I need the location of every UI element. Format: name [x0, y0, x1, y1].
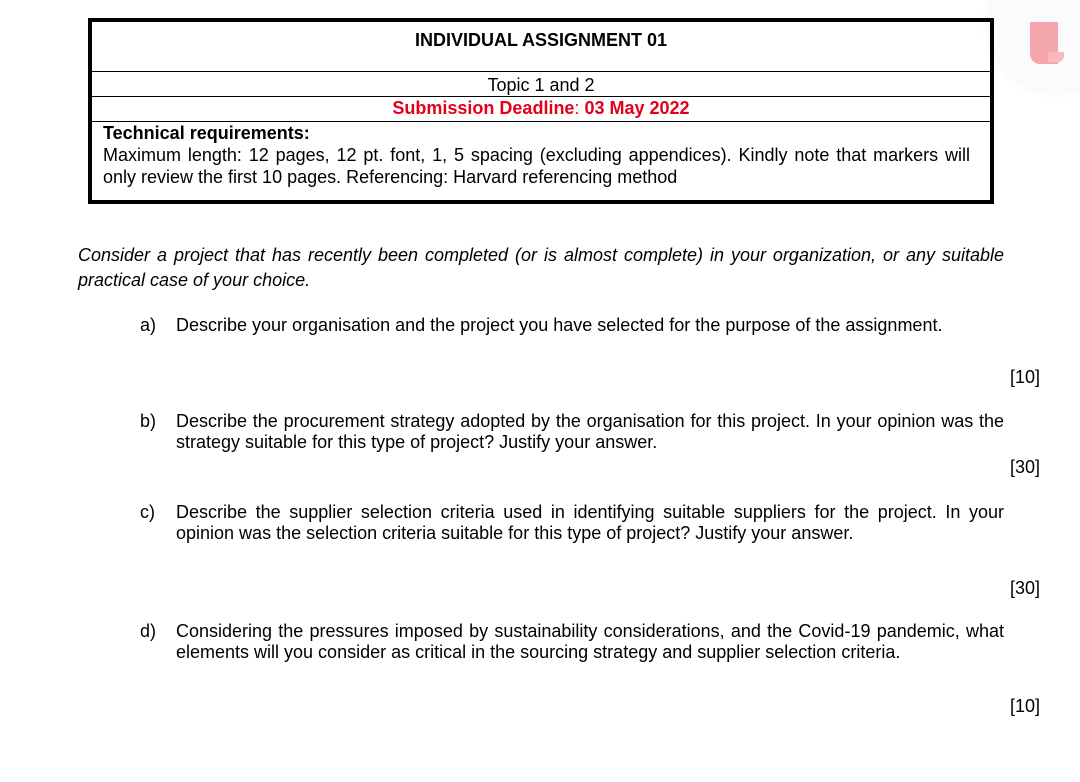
logo-mark-accent [1048, 52, 1064, 62]
question-text: Describe the procurement strategy adopted by the organisation for this project. In your opinion was the strategy suitable for this type of project? Justify your answer. [176, 411, 1004, 452]
question-letter: a) [140, 315, 157, 335]
question-b-marks: [30] [1009, 457, 1040, 477]
question-b [140, 411, 1004, 453]
question-c [140, 502, 1004, 544]
assignment-topic: Topic 1 and 2 [92, 72, 990, 97]
assignment-title: INDIVIDUAL ASSIGNMENT 01 [92, 22, 990, 72]
technical-requirements-heading: Technical requirements: [103, 123, 310, 143]
technical-requirements-text: Maximum length: 12 pages, 12 pt. font, 1, 5 spacing (excluding appendices). Kindly note that markers will only review the first 10 pages. Referencing: Harvard referencing method [103, 145, 970, 187]
question-letter: d) [140, 621, 157, 641]
question-d-marks: [10] [1009, 696, 1040, 716]
technical-requirements [103, 122, 970, 188]
question-letter: b) [140, 411, 157, 431]
question-text: Describe your organisation and the project you have selected for the purpose of the assignment. [176, 315, 943, 335]
assignment-header-table [88, 18, 994, 204]
submission-deadline [92, 97, 990, 122]
question-c-marks: [30] [1009, 578, 1040, 598]
logo [990, 0, 1080, 90]
deadline-label: Submission Deadline [392, 98, 575, 118]
question-letter: c) [140, 502, 155, 522]
question-d [140, 621, 1004, 663]
question-a-marks: [10] [1009, 367, 1040, 387]
question-text: Considering the pressures imposed by sustainability considerations, and the Covid-19 pandemic, what elements will you consider as critical in the sourcing strategy and supplier selection criteria. [176, 621, 1004, 662]
assignment-intro: Consider a project that has recently been completed (or is almost complete) in your organization, or any suitable practical case of your choice. [78, 245, 1004, 290]
deadline-date: 03 May 2022 [584, 98, 690, 118]
question-a [140, 315, 1004, 336]
deadline-colon: : [574, 98, 580, 118]
question-text: Describe the supplier selection criteria used in identifying suitable suppliers for the project. In your opinion was the selection criteria suitable for this type of project? Justify your answer. [176, 502, 1004, 543]
